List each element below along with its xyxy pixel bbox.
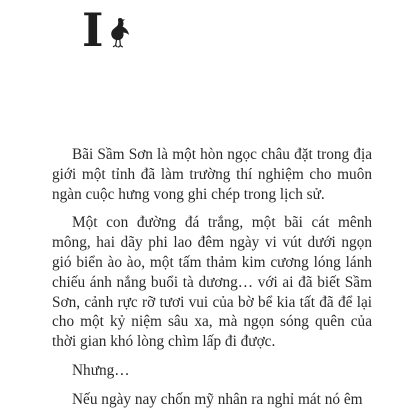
paragraph: Nhưng…: [72, 361, 130, 379]
paragraph: Một con đường đá trắng, một bãi cát mênh mông, hai dãy phi lao đêm ngày vi vút dưới ngọn gió biển ào ào, một tấm thảm kim cương lóng lánh chiếu ánh nắng buổi tà dương… với ai đã biết Sầm Sơn, cảnh rực rỡ tươi vui của bờ bể kia tất đã để lại cho một kỷ niệm sâu xa, mà ngọn sóng quên của thời gian khó lòng chìm lấp đi được.: [52, 214, 372, 351]
bird-icon: [107, 16, 131, 48]
chapter-body: [52, 145, 372, 419]
paragraph: Bãi Sầm Sơn là một hòn ngọc châu đặt trong địa giới một tỉnh đã làm trường thí nghiệm cho muôn ngàn cuộc hưng vong ghi chép trong lịch sử.: [52, 146, 372, 203]
chapter-heading: [82, 3, 131, 57]
paragraph: Nếu ngày nay chốn mỹ nhân ra nghỉ mát nó êm: [72, 390, 363, 408]
chapter-numeral: I: [82, 3, 104, 57]
